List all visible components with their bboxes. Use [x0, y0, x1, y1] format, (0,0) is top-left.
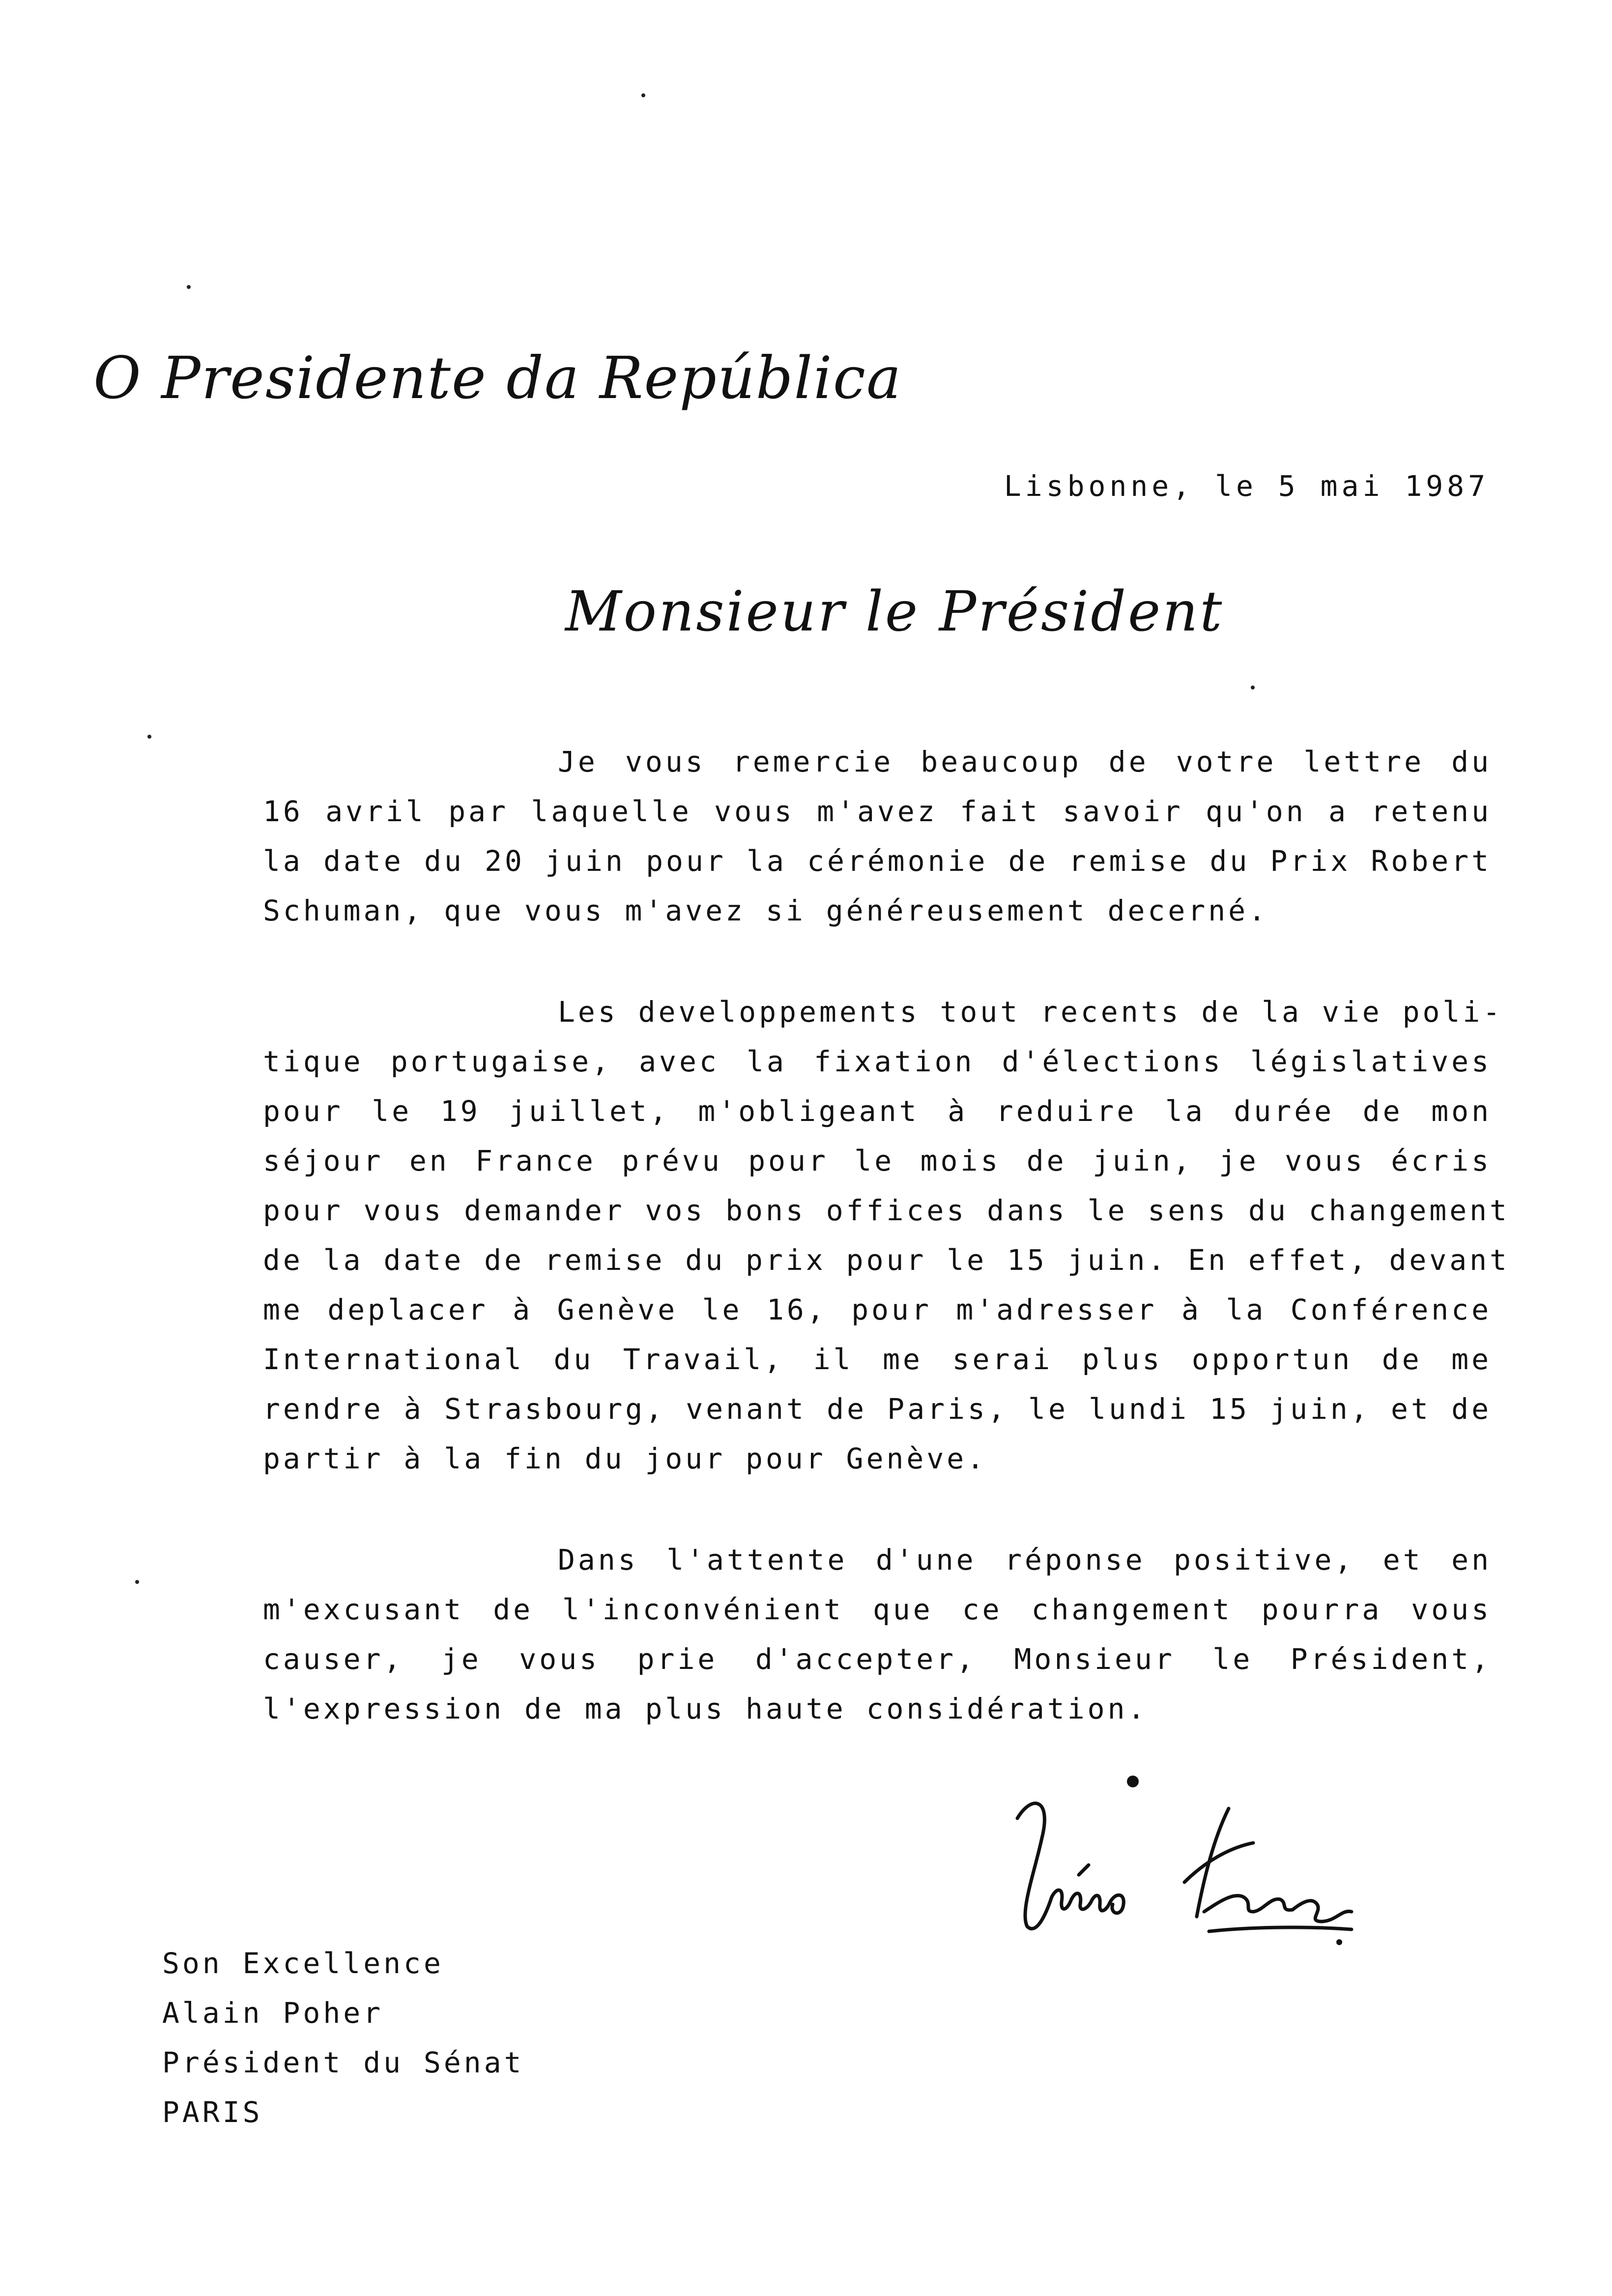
letter-body — [263, 737, 1510, 1785]
text-line: Schuman, que vous m'avez si généreusement decerné. — [263, 894, 1268, 927]
recipient-line: Alain Poher — [162, 1996, 384, 2030]
date-line: Lisbonne, le 5 mai 1987 — [1004, 469, 1489, 503]
scan-speck — [1251, 686, 1255, 689]
text-line: Les developpements tout recents de la vie poli- — [558, 995, 1503, 1029]
text-line: tique portugaise, avec la fixation d'élections législatives — [263, 1045, 1492, 1078]
text-line: séjour en France prévu pour le mois de juin, je vous écris — [263, 1144, 1492, 1177]
text-line: l'expression de ma plus haute considération. — [263, 1692, 1148, 1725]
text-line: Je vous remercie beaucoup de votre lettre du — [558, 745, 1492, 778]
text-line: causer, je vous prie d'accepter, Monsieur le Président, — [263, 1642, 1492, 1676]
text-line: International du Travail, il me serai plus opportun de me — [263, 1343, 1492, 1376]
text-line: me deplacer à Genève le 16, pour m'adresser à la Conférence — [263, 1293, 1492, 1326]
text-line: partir à la fin du jour pour Genève. — [263, 1442, 987, 1475]
scan-speck — [187, 285, 191, 289]
paragraph — [263, 987, 1510, 1484]
text-line: pour le 19 juillet, m'obligeant à reduire la durée de mon — [263, 1094, 1492, 1128]
text-line: 16 avril par laquelle vous m'avez fait savoir qu'on a retenu — [263, 795, 1492, 828]
scan-speck — [147, 735, 151, 739]
text-line: Dans l'attente d'une réponse positive, et en — [558, 1543, 1492, 1577]
letterhead: O Presidente da República — [93, 344, 902, 412]
recipient-line: Son Excellence — [162, 1947, 444, 1980]
text-line: la date du 20 juin pour la cérémonie de remise du Prix Robert — [263, 844, 1492, 878]
recipient-block — [162, 1939, 524, 2137]
text-line: pour vous demander vos bons offices dans le sens du changement — [263, 1194, 1510, 1227]
text-line: rendre à Strasbourg, venant de Paris, le lundi 15 juin, et de — [263, 1392, 1492, 1426]
text-line: de la date de remise du prix pour le 15 juin. En effet, devant — [263, 1243, 1510, 1277]
signature-image — [998, 1764, 1371, 1961]
scan-speck — [641, 93, 645, 97]
salutation: Monsieur le Président — [565, 580, 1224, 644]
scan-speck — [135, 1580, 139, 1584]
recipient-line: Président du Sénat — [162, 2046, 524, 2079]
paragraph — [263, 737, 1492, 936]
paragraph — [263, 1535, 1492, 1734]
text-line: m'excusant de l'inconvénient que ce changement pourra vous — [263, 1593, 1492, 1626]
recipient-line: PARIS — [162, 2095, 263, 2129]
